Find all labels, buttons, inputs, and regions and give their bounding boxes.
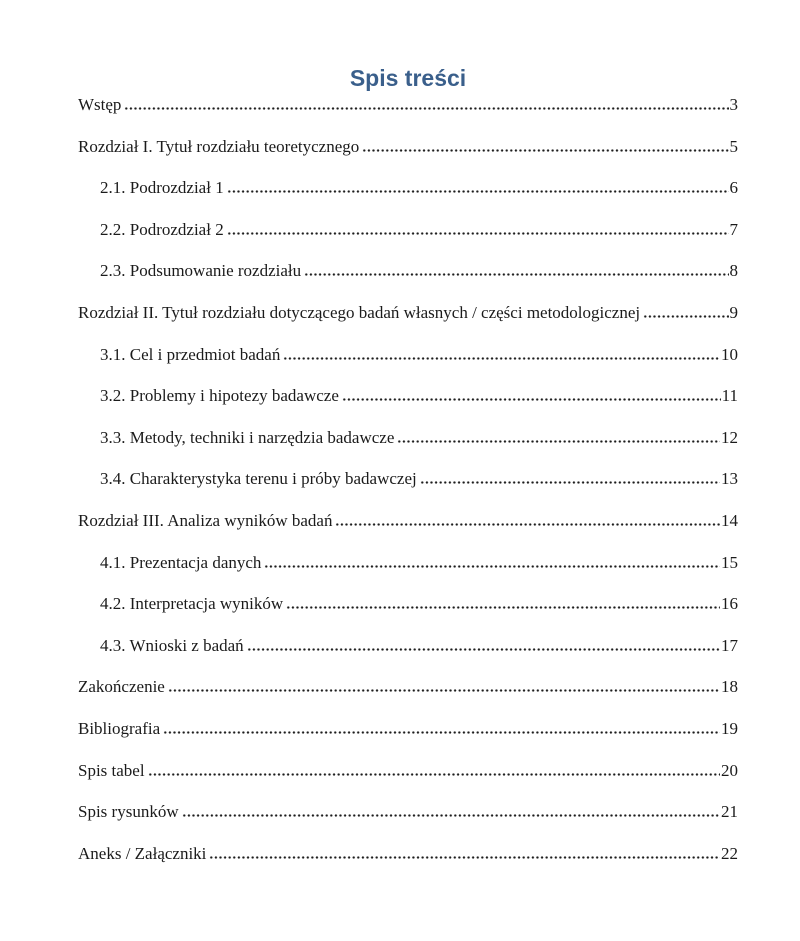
toc-entry-page: 11 [721, 386, 738, 406]
toc-entry-page: 12 [721, 427, 738, 447]
toc-entry[interactable] [78, 552, 738, 574]
toc-entry[interactable] [78, 219, 738, 241]
toc-entry-page: 14 [721, 510, 738, 530]
toc-entry-label: Rozdział II. Tytuł rozdziału dotyczącego badań własnych / części metodologicznej [78, 302, 641, 322]
toc-entry-page: 20 [721, 760, 738, 780]
toc-entry-label: Wstęp [78, 95, 122, 114]
toc-entry[interactable] [78, 843, 738, 865]
toc-entry[interactable] [78, 718, 738, 740]
dot-leader [163, 722, 720, 734]
toc-entry-page: 8 [729, 261, 738, 281]
toc-entry[interactable] [78, 593, 738, 615]
toc-entry[interactable] [78, 801, 738, 823]
toc-entry-page: 18 [721, 677, 738, 697]
toc-entry-label: 2.2. Podrozdział 2 [100, 219, 224, 239]
toc-entry-label: Rozdział III. Analiza wyników badań [78, 510, 333, 530]
toc-entry-page: 10 [721, 344, 738, 364]
toc-entry-page: 17 [721, 635, 738, 655]
toc-entry[interactable] [78, 385, 738, 407]
dot-leader [420, 472, 720, 484]
toc-entry-label: Zakończenie [78, 677, 165, 697]
toc-entry[interactable] [78, 260, 738, 282]
toc-entry-page: 7 [729, 219, 738, 239]
toc-entry-label: Rozdział I. Tytuł rozdziału teoretycznego [78, 136, 360, 156]
toc-entry[interactable] [78, 635, 738, 657]
toc-entry-page: 21 [721, 802, 738, 822]
toc-title: Spis treści [349, 65, 467, 91]
dot-leader [335, 514, 720, 526]
toc-entry-page: 3 [729, 95, 738, 114]
dot-leader [397, 431, 720, 443]
toc-entry-page: 16 [721, 594, 738, 614]
dot-leader [283, 348, 720, 360]
toc-list [78, 94, 738, 865]
toc-entry[interactable] [78, 94, 738, 116]
dot-leader [124, 98, 728, 110]
toc-entry-label: 4.1. Prezentacja danych [100, 552, 262, 572]
toc-entry-label: 3.2. Problemy i hipotezy badawcze [100, 386, 339, 406]
dot-leader [247, 639, 720, 651]
toc-entry[interactable] [78, 177, 738, 199]
dot-leader [168, 680, 720, 692]
dot-leader [342, 389, 721, 401]
dot-leader [304, 264, 728, 276]
toc-entry-label: Spis tabel [78, 760, 145, 780]
dot-leader [286, 597, 720, 609]
toc-entry-page: 22 [721, 843, 738, 863]
toc-entry-label: 2.3. Podsumowanie rozdziału [100, 261, 302, 281]
toc-entry[interactable] [78, 468, 738, 490]
toc-entry-label: Spis rysunków [78, 802, 179, 822]
toc-entry-label: 2.1. Podrozdział 1 [100, 178, 224, 198]
dot-leader [362, 140, 728, 152]
toc-entry-page: 13 [721, 469, 738, 489]
toc-entry-page: 19 [721, 718, 738, 738]
dot-leader [209, 847, 720, 859]
dot-leader [148, 764, 720, 776]
toc-entry-page: 5 [729, 136, 738, 156]
toc-entry-label: 4.2. Interpretacja wyników [100, 594, 284, 614]
toc-entry[interactable] [78, 510, 738, 532]
toc-entry-label: 3.3. Metody, techniki i narzędzia badawcze [100, 427, 395, 447]
dot-leader [227, 181, 729, 193]
toc-entry[interactable] [78, 344, 738, 366]
toc-entry-label: Aneks / Załączniki [78, 843, 207, 863]
toc-entry-page: 6 [729, 178, 738, 198]
toc-entry-page: 9 [729, 302, 738, 322]
toc-entry-page: 15 [721, 552, 738, 572]
toc-entry[interactable] [78, 427, 738, 449]
dot-leader [264, 556, 720, 568]
dot-leader [182, 805, 720, 817]
toc-entry-label: Bibliografia [78, 718, 161, 738]
toc-entry[interactable] [78, 302, 738, 324]
toc-entry-label: 3.1. Cel i przedmiot badań [100, 344, 281, 364]
dot-leader [227, 223, 729, 235]
toc-entry-label: 4.3. Wnioski z badań [100, 635, 244, 655]
toc-entry[interactable] [78, 760, 738, 782]
toc-entry[interactable] [78, 136, 738, 158]
dot-leader [643, 306, 728, 318]
toc-entry[interactable] [78, 676, 738, 698]
toc-entry-label: 3.4. Charakterystyka terenu i próby badawczej [100, 469, 417, 489]
